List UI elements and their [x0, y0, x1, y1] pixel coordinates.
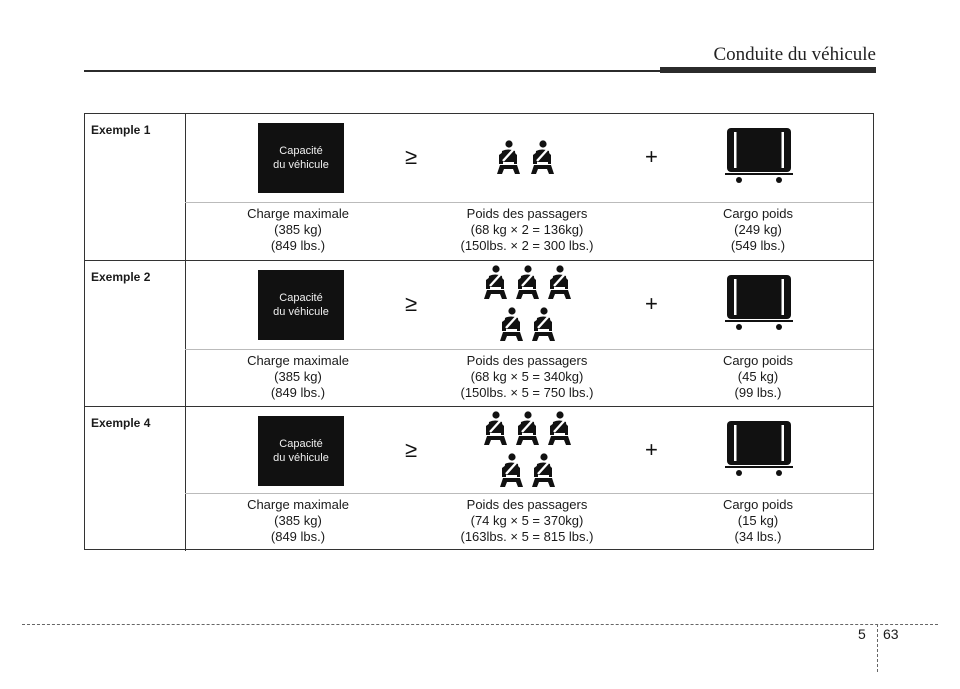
capacity-label: du véhicule	[273, 159, 329, 171]
seatbelt-passenger-icon	[481, 411, 509, 445]
cargo-weight-caption	[658, 353, 858, 401]
capacity-label: Capacité	[279, 438, 323, 450]
seatbelt-passenger-icon	[481, 265, 509, 299]
cargo-box-icon	[725, 419, 793, 477]
caption-line: (849 lbs.)	[270, 385, 326, 400]
footer-separator	[877, 624, 878, 672]
caption-line: (68 kg × 5 = 340kg)	[470, 369, 584, 384]
seatbelt-passenger-icon	[545, 411, 573, 445]
caption-line: (549 lbs.)	[730, 238, 786, 253]
caption-line: (34 lbs.)	[734, 529, 782, 544]
load-examples-table	[84, 113, 874, 550]
passenger-weight-caption	[427, 353, 627, 401]
max-load-caption	[198, 206, 398, 254]
caption-line: Charge maximale	[247, 206, 349, 221]
header-rule-accent	[660, 67, 876, 73]
example-row	[85, 260, 873, 406]
capacity-box	[258, 270, 344, 340]
column-divider	[185, 114, 186, 260]
cargo-box-icon	[725, 126, 793, 184]
greater-equal-symbol: ≥	[405, 437, 418, 462]
caption-line: (15 kg)	[737, 513, 779, 528]
seatbelt-passenger-icon	[513, 411, 541, 445]
capacity-box	[258, 416, 344, 486]
example-row	[85, 406, 873, 551]
capacity-box	[258, 123, 344, 193]
caption-line: (849 lbs.)	[270, 238, 326, 253]
column-divider	[185, 261, 186, 406]
seatbelt-passenger-icon	[513, 265, 541, 299]
row-divider	[185, 493, 873, 494]
footer-rule	[22, 624, 938, 625]
cargo-weight-caption	[658, 497, 858, 545]
caption-line: Poids des passagers	[466, 206, 588, 221]
plus-symbol: +	[645, 144, 658, 169]
passenger-weight-caption	[427, 206, 627, 254]
example-label: Exemple 4	[91, 416, 151, 430]
seatbelt-passenger-icon	[497, 453, 525, 487]
plus-symbol: +	[645, 291, 658, 316]
capacity-label: Capacité	[279, 145, 323, 157]
caption-line: Cargo poids	[722, 497, 794, 512]
caption-line: Cargo poids	[722, 206, 794, 221]
header-rule	[84, 70, 664, 72]
caption-line: (385 kg)	[274, 222, 322, 237]
cargo-box-icon	[725, 273, 793, 331]
seatbelt-passenger-icon	[497, 307, 525, 341]
cargo-weight-caption	[658, 206, 858, 254]
capacity-label: du véhicule	[273, 306, 329, 318]
caption-line: Charge maximale	[247, 353, 349, 368]
capacity-label: Capacité	[279, 292, 323, 304]
column-divider	[185, 407, 186, 551]
greater-equal-symbol: ≥	[405, 291, 418, 316]
passenger-weight-caption	[427, 497, 627, 545]
caption-line: (45 kg)	[737, 369, 779, 384]
max-load-caption	[198, 497, 398, 545]
plus-symbol: +	[645, 437, 658, 462]
section-title: Conduite du véhicule	[713, 44, 876, 65]
max-load-caption	[198, 353, 398, 401]
caption-line: (68 kg × 2 = 136kg)	[470, 222, 584, 237]
caption-line: (150lbs. × 2 = 300 lbs.)	[460, 238, 594, 253]
caption-line: Cargo poids	[722, 353, 794, 368]
page-number: 63	[883, 626, 899, 642]
caption-line: Poids des passagers	[466, 353, 588, 368]
seatbelt-passenger-icon	[494, 140, 522, 174]
caption-line: (150lbs. × 5 = 750 lbs.)	[460, 385, 594, 400]
caption-line: (385 kg)	[274, 369, 322, 384]
row-divider	[185, 349, 873, 350]
example-label: Exemple 2	[91, 270, 151, 284]
seatbelt-passenger-icon	[528, 140, 556, 174]
caption-line: (163lbs. × 5 = 815 lbs.)	[460, 529, 594, 544]
seatbelt-passenger-icon	[529, 307, 557, 341]
row-divider	[185, 202, 873, 203]
seatbelt-passenger-icon	[545, 265, 573, 299]
seatbelt-passenger-icon	[529, 453, 557, 487]
example-row	[85, 114, 873, 260]
caption-line: Poids des passagers	[466, 497, 588, 512]
example-label: Exemple 1	[91, 123, 151, 137]
caption-line: (249 kg)	[734, 222, 782, 237]
caption-line: (74 kg × 5 = 370kg)	[470, 513, 584, 528]
greater-equal-symbol: ≥	[405, 144, 418, 169]
caption-line: Charge maximale	[247, 497, 349, 512]
caption-line: (385 kg)	[274, 513, 322, 528]
caption-line: (99 lbs.)	[734, 385, 782, 400]
caption-line: (849 lbs.)	[270, 529, 326, 544]
chapter-number: 5	[858, 626, 866, 642]
capacity-label: du véhicule	[273, 452, 329, 464]
